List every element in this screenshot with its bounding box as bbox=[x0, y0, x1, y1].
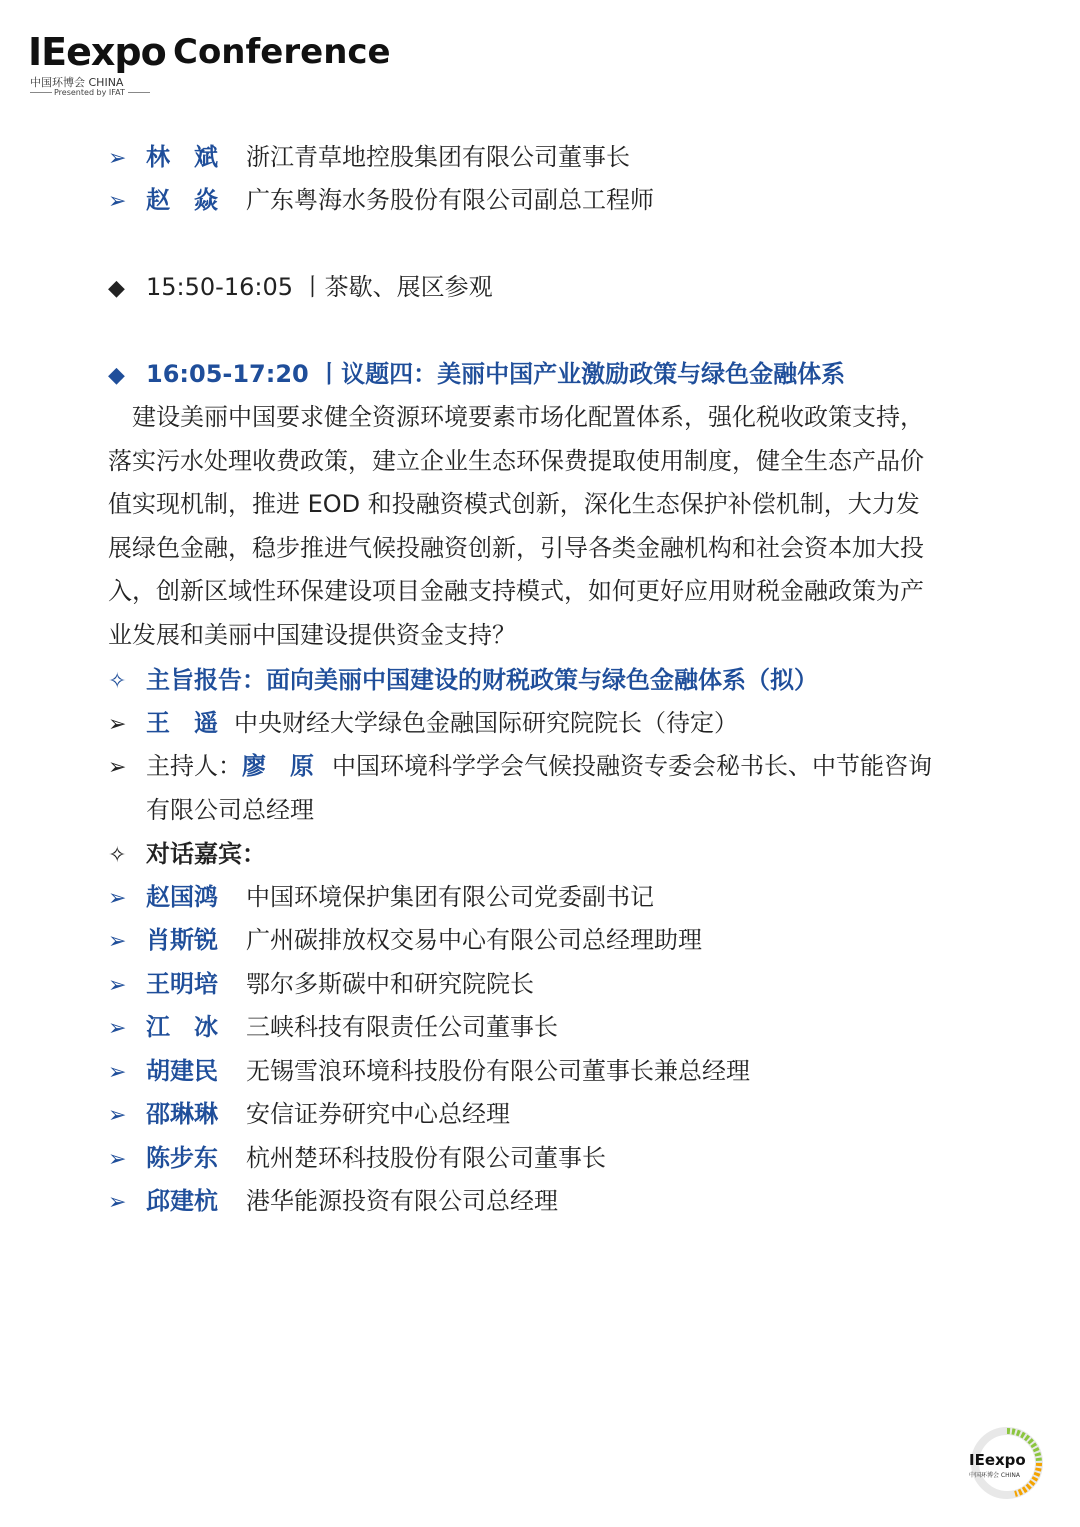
corner-logo bbox=[955, 1405, 1055, 1505]
logo-divider-left bbox=[30, 92, 52, 93]
arrow-icon: ➢ bbox=[108, 929, 127, 954]
guest-title: 鄂尔多斯碳中和研究院院长 bbox=[246, 970, 534, 998]
guest-title: 安信证券研究中心总经理 bbox=[246, 1100, 510, 1128]
arrow-icon: ➢ bbox=[108, 973, 127, 998]
break-text: 茶歇、展区参观 bbox=[324, 273, 493, 301]
guest-row bbox=[108, 970, 534, 1000]
guest-name: 赵国鸿 bbox=[146, 883, 218, 911]
diamond-icon: ◆ bbox=[108, 363, 125, 388]
logo-subtitle: 中国环博会 CHINA bbox=[30, 76, 124, 89]
diamond-icon: ◆ bbox=[108, 276, 125, 301]
speaker-title: 浙江青草地控股集团有限公司董事长 bbox=[246, 143, 630, 171]
dialogue-row bbox=[108, 840, 266, 870]
arrow-icon: ➢ bbox=[108, 1016, 127, 1041]
conference-header bbox=[28, 30, 408, 100]
guest-name: 肖斯锐 bbox=[146, 926, 218, 954]
speaker-name: 赵 焱 bbox=[146, 186, 218, 214]
guest-name: 陈步东 bbox=[146, 1144, 218, 1172]
session-title: 议题四：美丽中国产业激励政策与绿色金融体系 bbox=[341, 360, 846, 388]
keynote-row bbox=[108, 666, 818, 696]
arrow-icon: ➢ bbox=[108, 1147, 127, 1172]
guest-row bbox=[108, 926, 702, 956]
speaker-name: 王 遥 bbox=[146, 709, 218, 737]
session-heading bbox=[108, 360, 845, 390]
corner-logo-text: IEexpo bbox=[969, 1451, 1026, 1469]
logo-divider-right bbox=[128, 92, 150, 93]
speaker-row bbox=[108, 186, 654, 216]
break-time: 15:50-16:05 bbox=[146, 273, 293, 301]
dialogue-label: 对话嘉宾： bbox=[146, 840, 266, 868]
session-separator: 丨 bbox=[317, 360, 342, 388]
guest-name: 胡建民 bbox=[146, 1057, 218, 1085]
corner-logo-sub: 中国环博会 CHINA bbox=[969, 1472, 1020, 1479]
host-title: 中国环境科学学会气候投融资专委会秘书长、中节能咨询 bbox=[332, 752, 932, 780]
guest-name: 江 冰 bbox=[146, 1013, 218, 1041]
guest-title: 广州碳排放权交易中心有限公司总经理助理 bbox=[246, 926, 702, 954]
guest-name: 邵琳琳 bbox=[146, 1100, 218, 1128]
host-name: 廖 原 bbox=[242, 752, 314, 780]
keynote-speaker-row bbox=[108, 709, 738, 739]
arrow-icon: ➢ bbox=[108, 189, 127, 214]
arrow-icon: ➢ bbox=[108, 1060, 127, 1085]
guest-row bbox=[108, 1144, 606, 1174]
para-line: 入，创新区域性环保建设项目金融支持模式，如何更好应用财税金融政策为产 bbox=[108, 577, 924, 605]
speaker-name: 林 斌 bbox=[146, 143, 218, 171]
host-label: 主持人： bbox=[146, 752, 242, 780]
para-line: 业发展和美丽中国建设提供资金支持？ bbox=[108, 620, 516, 649]
session-time: 16:05-17:20 bbox=[146, 360, 309, 388]
speaker-row bbox=[108, 143, 630, 173]
guest-row bbox=[108, 1057, 750, 1087]
para-line: 值实现机制，推进 EOD 和投融资模式创新，深化生态保护补偿机制，大力发 bbox=[108, 490, 920, 518]
conference-title: Conference bbox=[173, 32, 391, 72]
speaker-title: 广东粤海水务股份有限公司副总工程师 bbox=[246, 186, 654, 214]
para-line: 落实污水处理收费政策，建立企业生态环保费提取使用制度，健全生态产品价 bbox=[108, 446, 924, 475]
anniversary-ring-icon bbox=[955, 1405, 1055, 1505]
arrow-icon: ➢ bbox=[108, 1190, 127, 1215]
keynote-title: 主旨报告：面向美丽中国建设的财税政策与绿色金融体系（拟） bbox=[146, 666, 818, 694]
arrow-icon: ➢ bbox=[108, 886, 127, 911]
logo-presented: Presented by IFAT bbox=[54, 88, 125, 97]
guest-row bbox=[108, 1013, 558, 1043]
guest-name: 王明培 bbox=[146, 970, 218, 998]
guest-title: 无锡雪浪环境科技股份有限公司董事长兼总经理 bbox=[246, 1057, 750, 1085]
ieexpo-logo: IEexpo bbox=[28, 30, 166, 74]
star-icon: ✧ bbox=[108, 843, 127, 868]
guest-name: 邱建杭 bbox=[146, 1187, 218, 1215]
guest-title: 港华能源投资有限公司总经理 bbox=[246, 1187, 558, 1215]
break-row bbox=[108, 273, 493, 303]
break-separator: 丨 bbox=[300, 273, 325, 301]
para-line: 展绿色金融，稳步推进气候投融资创新，引导各类金融机构和社会资本加大投 bbox=[108, 533, 924, 562]
arrow-icon: ➢ bbox=[108, 755, 127, 780]
guest-title: 杭州楚环科技股份有限公司董事长 bbox=[246, 1144, 606, 1172]
star-icon: ✧ bbox=[108, 669, 127, 694]
guest-row bbox=[108, 1187, 558, 1217]
arrow-icon: ➢ bbox=[108, 712, 127, 737]
guest-title: 三峡科技有限责任公司董事长 bbox=[246, 1013, 558, 1041]
host-title-cont: 有限公司总经理 bbox=[146, 796, 314, 824]
guest-row bbox=[108, 1100, 510, 1130]
arrow-icon: ➢ bbox=[108, 146, 127, 171]
session-description bbox=[108, 396, 978, 657]
speaker-title: 中央财经大学绿色金融国际研究院院长（待定） bbox=[234, 709, 738, 737]
host-row bbox=[108, 752, 932, 782]
guest-title: 中国环境保护集团有限公司党委副书记 bbox=[246, 883, 654, 911]
para-line: 建设美丽中国要求健全资源环境要素市场化配置体系，强化税收政策支持， bbox=[108, 403, 924, 431]
guest-row bbox=[108, 883, 654, 913]
arrow-icon: ➢ bbox=[108, 1103, 127, 1128]
